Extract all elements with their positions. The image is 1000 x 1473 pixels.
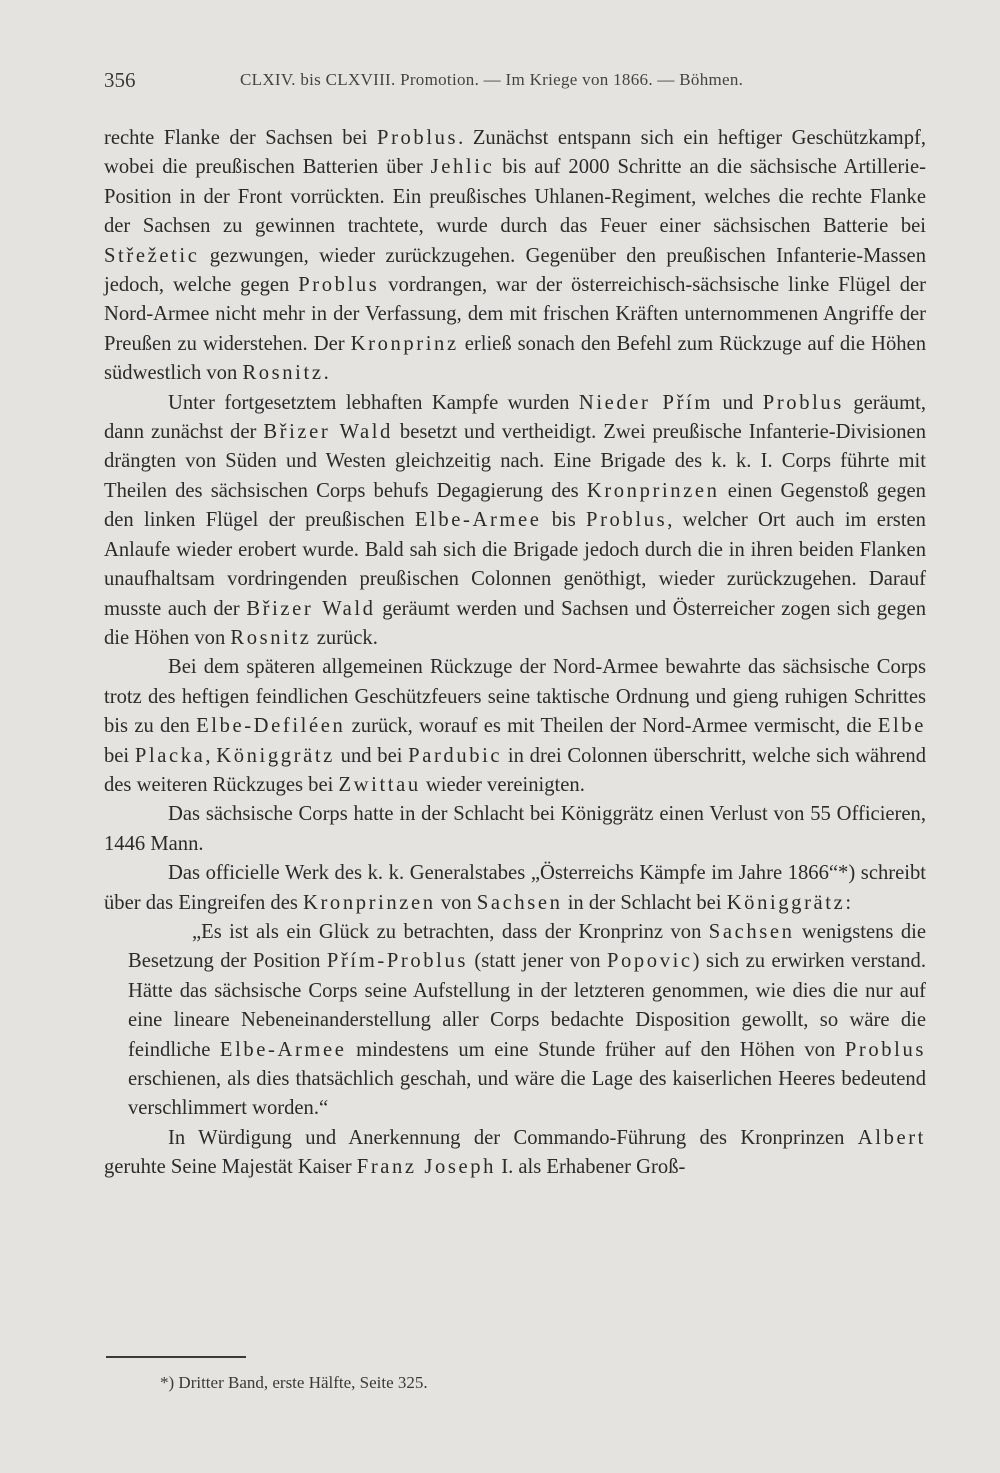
spaced-emphasis: Pardubic xyxy=(408,744,503,767)
text-run: von xyxy=(435,891,477,914)
text-run: In Würdigung und Anerkennung der Commando-Führung des Kronprinzen xyxy=(168,1126,858,1149)
spaced-emphasis: Problus xyxy=(377,127,459,149)
text-run: erließ sonach den Befehl zum Rückzuge auf die Höhen südwestlich von xyxy=(104,332,926,385)
text-run: , welcher Ort auch im ersten Anlaufe wieder erobert wurde. Bald sah sich die Brigade jedoch durch die in ihren beiden Flanken unaufhaltsam vordringenden preußischen Colonnen genöthigt, wieder zurückzugehen. Darauf musste auch der xyxy=(104,509,926,620)
spaced-emphasis: Elbe-Defiléen xyxy=(196,715,346,738)
text-run: gezwungen, wieder zurückzugehen. Gegenüber den preußischen Infanterie-Massen jedoch, welche gegen xyxy=(104,244,926,297)
spaced-emphasis: Franz Joseph xyxy=(356,1156,497,1179)
text-run: rechte Flanke der Sachsen bei xyxy=(104,127,378,149)
page-number: 356 xyxy=(104,68,136,92)
spaced-emphasis: Břizer Wald xyxy=(246,597,376,620)
footnote-divider xyxy=(106,1356,246,1358)
running-head: CLXIV. bis CLXVIII. Promotion. — Im Kriege von 1866. — Böhmen. xyxy=(240,70,744,89)
text-run: bis xyxy=(541,509,587,532)
spaced-emphasis: Kronprinz xyxy=(350,332,459,355)
spaced-emphasis: Přím-Problus xyxy=(326,950,468,973)
paragraph xyxy=(104,800,926,859)
text-run: vordrangen, war der österreichisch-sächsische linke Flügel der Nord-Armee nicht mehr in der Verfassung, dem mit frischen Kräften unternommenen Angriffe der Preußen zu widerstehen. Der xyxy=(104,274,926,355)
spaced-emphasis: Sachsen xyxy=(476,891,563,914)
text-run: wieder vereinigten. xyxy=(420,773,585,796)
text-run: zurück. xyxy=(311,626,378,649)
body-text xyxy=(104,124,926,1183)
paragraph xyxy=(104,859,926,918)
text-run: besetzt und vertheidigt. Zwei preußische Infanterie-Divisionen drängten von Süden und Westen gleichzeitig nach. Eine Brigade des k. k. I. Corps führte mit Theilen des sächsischen Corps behufs Degagierung des xyxy=(104,421,926,502)
text-run: Das officielle Werk des k. k. Generalstabes „Österreichs Kämpfe im Jahre 1866“*) schreibt über das Eingreifen des xyxy=(104,862,926,914)
text-run: Das sächsische Corps hatte in der Schlacht bei Königgrätz einen Verlust von 55 Officieren, 1446 Mann. xyxy=(104,803,926,855)
text-run: in der Schlacht bei xyxy=(562,891,727,914)
spaced-emphasis: Elbe-Armee xyxy=(219,1038,347,1061)
text-run: : xyxy=(845,891,852,914)
spaced-emphasis: Zwittau xyxy=(338,773,421,796)
text-run: Bei dem späteren allgemeinen Rückzuge der Nord-Armee bewahrte das sächsische Corps trotz des heftigen feindlichen Geschützfeuers seine taktische Ordnung und gieng ruhigen Schrittes bis zu den xyxy=(104,656,926,738)
paragraph xyxy=(104,389,926,654)
spaced-emphasis: Elbe xyxy=(877,715,926,738)
text-run: erschienen, als dies thatsächlich geschah, und wäre die Lage des kaiserlichen Heeres bedeutend verschlimmert worden.“ xyxy=(128,1068,926,1120)
text-run: ) sich zu erwirken verstand. Hätte das sächsische Corps seine Aufstellung in der letzteren genommen, wie dies die nur auf eine lineare Nebeneinanderstellung aller Corps bedachte Disposition gewollt, so wäre die feindliche xyxy=(128,950,926,1061)
spaced-emphasis: Königgrätz xyxy=(726,891,846,914)
text-run: (statt jener von xyxy=(467,950,607,973)
spaced-emphasis: Problus xyxy=(586,509,668,532)
spaced-emphasis: Nieder Přím xyxy=(578,391,713,414)
text-run: Unter fortgesetztem lebhaften Kampfe wurden xyxy=(168,391,579,414)
spaced-emphasis: Kronprinzen xyxy=(303,891,436,914)
text-run: bei xyxy=(104,744,135,767)
text-run: mindestens um eine Stunde früher auf den Höhen von xyxy=(346,1038,845,1061)
spaced-emphasis: Problus xyxy=(298,274,380,297)
text-run: bis auf 2000 Schritte an die sächsische Artillerie-Position in der Front vorrückten. Ein preußisches Uhlanen-Regiment, welches die rechte Flanke der Sachsen zu gewinnen trachtete, wurde durch das Feuer einer sächsischen Batterie bei xyxy=(104,156,926,238)
spaced-emphasis: Königgrätz xyxy=(216,744,335,767)
spaced-emphasis: Albert xyxy=(857,1126,926,1149)
text-run: zurück, worauf es mit Theilen der Nord-Armee vermischt, die xyxy=(345,715,878,738)
spaced-emphasis: Rosnitz xyxy=(230,626,312,649)
spaced-emphasis: Elbe-Armee xyxy=(414,509,542,532)
spaced-emphasis: Střežetic xyxy=(104,244,200,267)
page-header xyxy=(104,68,934,102)
text-run: wenigstens die Besetzung der Position xyxy=(128,920,926,973)
spaced-emphasis: Popovic xyxy=(606,950,693,973)
text-run: und bei xyxy=(334,744,409,767)
spaced-emphasis: Břizer Wald xyxy=(263,421,393,444)
spaced-emphasis: Rosnitz xyxy=(242,362,324,385)
text-run: I. als Erhabener Groß- xyxy=(496,1156,686,1179)
spaced-emphasis: Kronprinzen xyxy=(586,479,720,502)
text-run: geruhte Seine Majestät Kaiser xyxy=(104,1156,357,1179)
block-quote xyxy=(104,918,926,1124)
text-run: einen Gegenstoß gegen den linken Flügel der preußischen xyxy=(104,479,926,532)
text-run: geräumt, dann zunächst der xyxy=(104,391,926,444)
text-run: geräumt werden und Sachsen und Österreicher zogen sich gegen die Höhen von xyxy=(104,597,926,649)
spaced-emphasis: Placka xyxy=(134,744,206,767)
text-run: , xyxy=(205,744,217,767)
paragraph xyxy=(104,124,926,389)
text-run: „Es ist als ein Glück zu betrachten, dass der Kronprinz von xyxy=(192,920,709,943)
text-run: . Zunächst entspann sich ein heftiger Geschützkampf, wobei die preußischen Batterien über xyxy=(104,127,927,179)
text-run: und xyxy=(713,391,763,414)
spaced-emphasis: Jehlic xyxy=(430,156,495,179)
footnote: *) Dritter Band, erste Hälfte, Seite 325. xyxy=(160,1373,428,1392)
spaced-emphasis: Problus xyxy=(844,1038,926,1061)
paragraph xyxy=(104,653,926,800)
text-run: in drei Colonnen überschritt, welche sich während des weiteren Rückzuges bei xyxy=(104,744,927,796)
text-run: . xyxy=(323,362,329,385)
spaced-emphasis: Sachsen xyxy=(708,920,795,943)
spaced-emphasis: Problus xyxy=(762,391,844,414)
paragraph xyxy=(104,1124,926,1183)
